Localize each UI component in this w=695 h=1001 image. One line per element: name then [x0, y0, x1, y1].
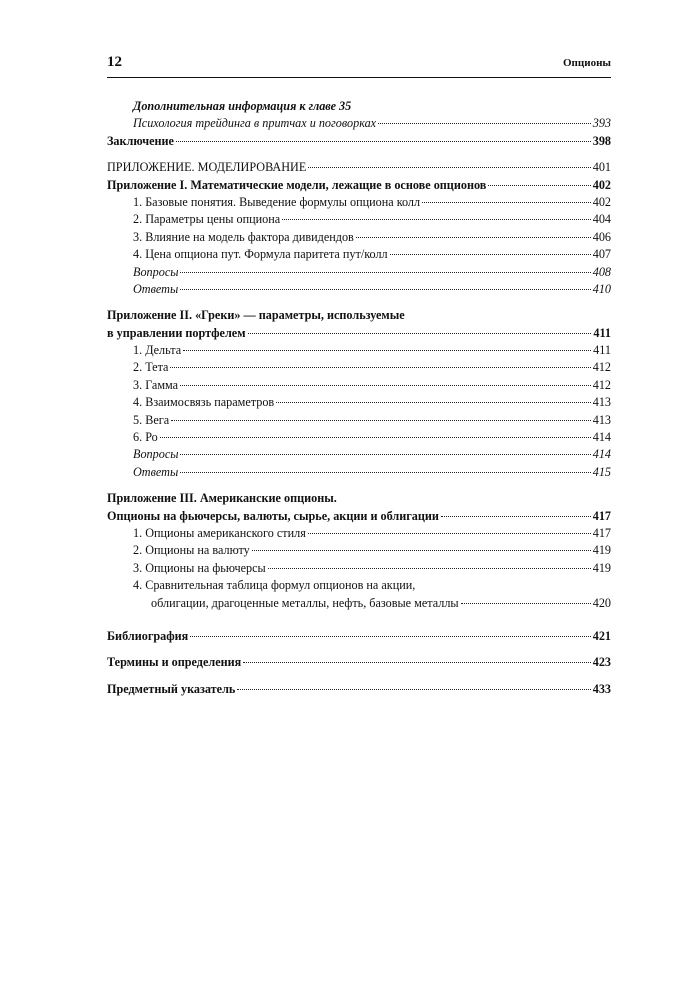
toc-entry[interactable]	[107, 246, 611, 263]
dot-leader	[252, 550, 591, 551]
toc-entry[interactable]	[107, 342, 611, 359]
toc-entry-page: 417	[592, 508, 611, 523]
toc-entry-psychology[interactable]	[107, 115, 611, 132]
toc-entry-label: 2. Опционы на валюту	[133, 543, 250, 558]
toc-entry-label: 2. Тета	[133, 360, 169, 375]
dot-leader	[422, 202, 591, 203]
spacer	[107, 672, 611, 681]
toc-entry-label: Заключение	[107, 133, 174, 148]
toc-entry-page: 411	[593, 343, 611, 358]
dot-leader	[180, 272, 590, 273]
toc-entry[interactable]	[107, 542, 611, 559]
toc-entry-label: 4. Цена опциона пут. Формула паритета пут/колл	[133, 247, 388, 262]
toc-entry-page: 423	[592, 655, 611, 670]
toc-entry[interactable]	[107, 525, 611, 542]
running-title: Опционы	[563, 57, 611, 69]
spacer	[107, 645, 611, 654]
toc-entry-label: 4. Взаимосвязь параметров	[133, 395, 275, 410]
dot-leader	[276, 402, 591, 403]
dot-leader	[180, 472, 591, 473]
toc-entry-page: 433	[592, 681, 611, 696]
dot-leader	[308, 533, 591, 534]
dot-leader	[308, 167, 590, 168]
appendix-3-title-line1[interactable]: Приложение III. Американские опционы.	[107, 491, 337, 506]
toc-entry-page: 406	[592, 229, 611, 244]
toc-entry-terms[interactable]	[107, 654, 611, 671]
toc-entry-page: 414	[592, 430, 611, 445]
dot-leader	[180, 454, 590, 455]
dot-leader	[171, 420, 591, 421]
toc-entry-questions[interactable]	[107, 264, 611, 281]
toc-entry[interactable]	[107, 429, 611, 446]
toc-entry-label: облигации, драгоценные металлы, нефть, базовые металлы	[151, 595, 459, 610]
toc-entry-page: 420	[592, 595, 611, 610]
toc-entry-label: 3. Влияние на модель фактора дивидендов	[133, 229, 354, 244]
toc-entry[interactable]	[107, 359, 611, 376]
dot-leader	[390, 254, 591, 255]
toc-entry-label: Вопросы	[133, 447, 179, 462]
toc-entry-page: 421	[592, 628, 611, 643]
toc-entry[interactable]	[107, 211, 611, 228]
toc-entry-page: 419	[592, 560, 611, 575]
toc-entry[interactable]	[107, 229, 611, 246]
spacer	[107, 150, 611, 159]
toc-entry-appendix-section[interactable]	[107, 159, 611, 176]
toc-entry-label: 1. Дельта	[133, 343, 182, 358]
toc-entry-label: 1. Базовые понятия. Выведение формулы опциона колл	[133, 194, 421, 209]
page-header	[107, 54, 611, 76]
dot-leader	[378, 123, 591, 124]
toc-entry-page: 413	[592, 412, 611, 427]
toc-entry-page: 412	[592, 360, 611, 375]
toc-entry[interactable]	[107, 560, 611, 577]
toc-entry-page: 419	[592, 543, 611, 558]
spacer	[107, 481, 611, 490]
toc-entry-label: 5. Вега	[133, 412, 170, 427]
toc-entry-label: Библиография	[107, 628, 189, 643]
dot-leader	[237, 689, 590, 690]
toc-entry-page: 414	[592, 447, 611, 462]
toc-entry-page: 401	[592, 160, 611, 175]
spacer	[107, 298, 611, 307]
toc-entry-page: 404	[592, 212, 611, 227]
toc-entry-page: 408	[592, 264, 611, 279]
toc-entry-label: 3. Гамма	[133, 377, 179, 392]
appendix-3-item4-line1[interactable]: 4. Сравнительная таблица формул опционов на акции,	[133, 578, 416, 593]
toc-entry-page: 413	[592, 395, 611, 410]
dot-leader	[183, 350, 591, 351]
dot-leader	[176, 141, 591, 142]
toc-entry-bibliography[interactable]	[107, 628, 611, 645]
table-of-contents	[107, 98, 611, 698]
toc-entry-label: Термины и определения	[107, 655, 242, 670]
toc-entry-appendix-3[interactable]	[107, 508, 611, 525]
toc-entry-label: ПРИЛОЖЕНИЕ. МОДЕЛИРОВАНИЕ	[107, 160, 307, 175]
toc-entry-label: 3. Опционы на фьючерсы	[133, 560, 266, 575]
toc-entry[interactable]	[107, 377, 611, 394]
dot-leader	[160, 437, 591, 438]
extra-info-heading: Дополнительная информация к главе 35	[133, 99, 352, 113]
toc-entry-answers[interactable]	[107, 464, 611, 481]
toc-entry-page: 407	[592, 247, 611, 262]
toc-entry-label: Вопросы	[133, 264, 179, 279]
page-number: 12	[107, 54, 122, 70]
toc-entry-page: 393	[592, 116, 611, 131]
toc-entry-label: Психология трейдинга в притчах и поговорках	[133, 116, 377, 131]
toc-entry[interactable]	[107, 412, 611, 429]
dot-leader	[243, 662, 590, 663]
toc-entry[interactable]	[107, 394, 611, 411]
toc-entry-label: в управлении портфелем	[107, 325, 246, 340]
dot-leader	[441, 516, 591, 517]
toc-entry-label: 2. Параметры цены опциона	[133, 212, 281, 227]
toc-entry-conclusion[interactable]	[107, 133, 611, 150]
dot-leader	[248, 333, 592, 334]
toc-entry-page: 411	[593, 325, 611, 340]
dot-leader	[180, 385, 591, 386]
appendix-2-title-line1[interactable]: Приложение II. «Греки» — параметры, используемые	[107, 308, 405, 323]
dot-leader	[488, 185, 590, 186]
spacer	[107, 612, 611, 628]
toc-entry-label: Опционы на фьючерсы, валюты, сырье, акции и облигации	[107, 508, 439, 523]
toc-entry-page: 402	[592, 194, 611, 209]
toc-entry-page: 417	[592, 525, 611, 540]
toc-entry-label: 1. Опционы американского стиля	[133, 525, 306, 540]
dot-leader	[461, 603, 591, 604]
toc-entry-page: 398	[592, 133, 611, 148]
toc-entry-label: Ответы	[133, 464, 179, 479]
dot-leader	[282, 219, 591, 220]
header-rule	[107, 77, 611, 78]
toc-entry-appendix-1[interactable]	[107, 177, 611, 194]
toc-entry-answers[interactable]	[107, 281, 611, 298]
toc-entry-label: Предметный указатель	[107, 681, 236, 696]
toc-entry-label: Ответы	[133, 281, 179, 296]
toc-entry-label: Приложение I. Математические модели, лежащие в основе опционов	[107, 177, 487, 192]
toc-entry-questions[interactable]	[107, 446, 611, 463]
toc-entry-index[interactable]	[107, 681, 611, 698]
dot-leader	[170, 367, 590, 368]
toc-entry-page: 412	[592, 377, 611, 392]
toc-entry-comparison-table[interactable]	[107, 595, 611, 612]
toc-entry-page: 415	[592, 464, 611, 479]
toc-entry-page: 402	[592, 177, 611, 192]
toc-entry-appendix-2[interactable]	[107, 325, 611, 342]
dot-leader	[190, 636, 590, 637]
toc-entry[interactable]	[107, 194, 611, 211]
dot-leader	[268, 568, 591, 569]
dot-leader	[356, 237, 591, 238]
dot-leader	[180, 289, 591, 290]
toc-entry-page: 410	[592, 281, 611, 296]
toc-entry-label: 6. Ро	[133, 430, 158, 445]
